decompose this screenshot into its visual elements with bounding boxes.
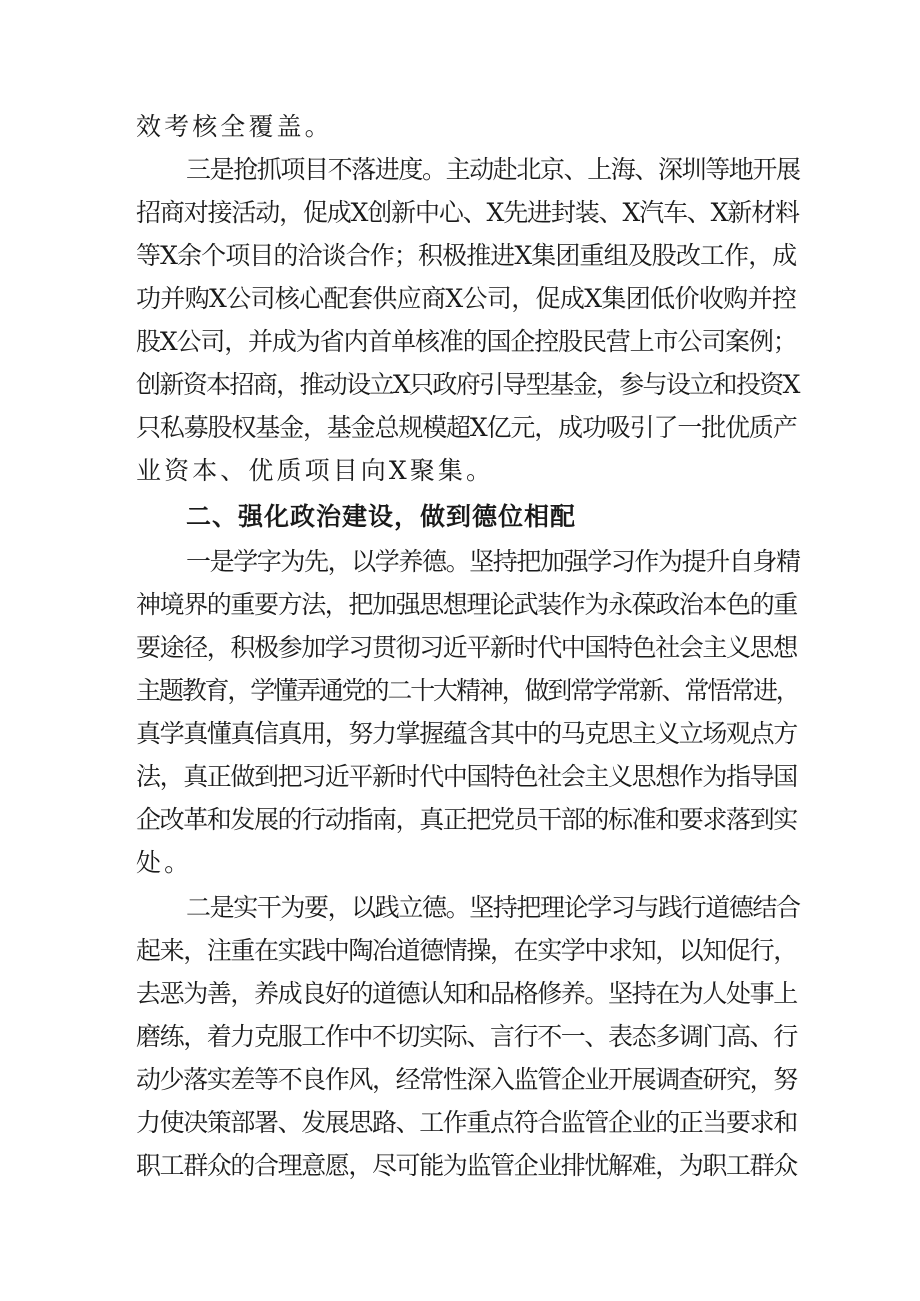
- paragraph-line: 神境界的重要方法，把加强思想理论武装作为永葆政治本色的重: [136, 590, 797, 619]
- paragraph-line: 三是抢抓项目不落进度。主动赴北京、上海、深圳等地开展: [186, 155, 800, 184]
- paragraph-line: 职工群众的合理意愿，尽可能为监管企业排忧解难，为职工群众: [136, 1151, 797, 1180]
- paragraph-line: 股X公司，并成为省内首单核准的国企控股民营上市公司案例；: [136, 327, 797, 356]
- paragraph-line: 二是实干为要，以践立德。坚持把理论学习与践行道德结合: [186, 893, 800, 922]
- paragraph-line: 业资本、优质项目向X聚集。: [136, 456, 495, 485]
- paragraph-line: 动少落实差等不良作风，经常性深入监管企业开展调查研究，努: [136, 1065, 797, 1094]
- paragraph-line: 企改革和发展的行动指南，真正把党员干部的标准和要求落到实: [136, 805, 797, 834]
- paragraph-line: 效考核全覆盖。: [136, 112, 333, 141]
- paragraph-line: 只私募股权基金，基金总规模超X亿元，成功吸引了一批优质产: [136, 413, 797, 442]
- paragraph-line: 等X余个项目的洽谈合作；积极推进X集团重组及股改工作，成: [136, 241, 797, 270]
- paragraph-line: 去恶为善，养成良好的道德认知和品格修养。坚持在为人处事上: [136, 979, 797, 1008]
- paragraph-line: 创新资本招商，推动设立X只政府引导型基金，参与设立和投资X: [136, 370, 799, 399]
- paragraph-line: 真学真懂真信真用，努力掌握蕴含其中的马克思主义立场观点方: [136, 719, 797, 748]
- paragraph-line: 一是学字为先，以学养德。坚持把加强学习作为提升自身精: [186, 547, 800, 576]
- paragraph-line: 处。: [136, 848, 193, 877]
- paragraph-line: 起来，注重在实践中陶冶道德情操，在实学中求知，以知促行，: [136, 936, 797, 965]
- paragraph-line: 法，真正做到把习近平新时代中国特色社会主义思想作为指导国: [136, 762, 797, 791]
- paragraph-line: 磨练，着力克服工作中不切实际、言行不一、表态多调门高、行: [136, 1022, 797, 1051]
- section-heading: 二、强化政治建设，做到德位相配: [186, 502, 577, 531]
- paragraph-line: 功并购X公司核心配套供应商X公司，促成X集团低价收购并控: [136, 284, 797, 313]
- paragraph-line: 要途径，积极参加学习贯彻习近平新时代中国特色社会主义思想: [136, 633, 797, 662]
- paragraph-line: 招商对接活动，促成X创新中心、X先进封装、X汽车、X新材料: [136, 198, 799, 227]
- paragraph-line: 主题教育，学懂弄通党的二十大精神，做到常学常新、常悟常进，: [136, 676, 799, 705]
- paragraph-line: 力使决策部署、发展思路、工作重点符合监管企业的正当要求和: [136, 1108, 797, 1137]
